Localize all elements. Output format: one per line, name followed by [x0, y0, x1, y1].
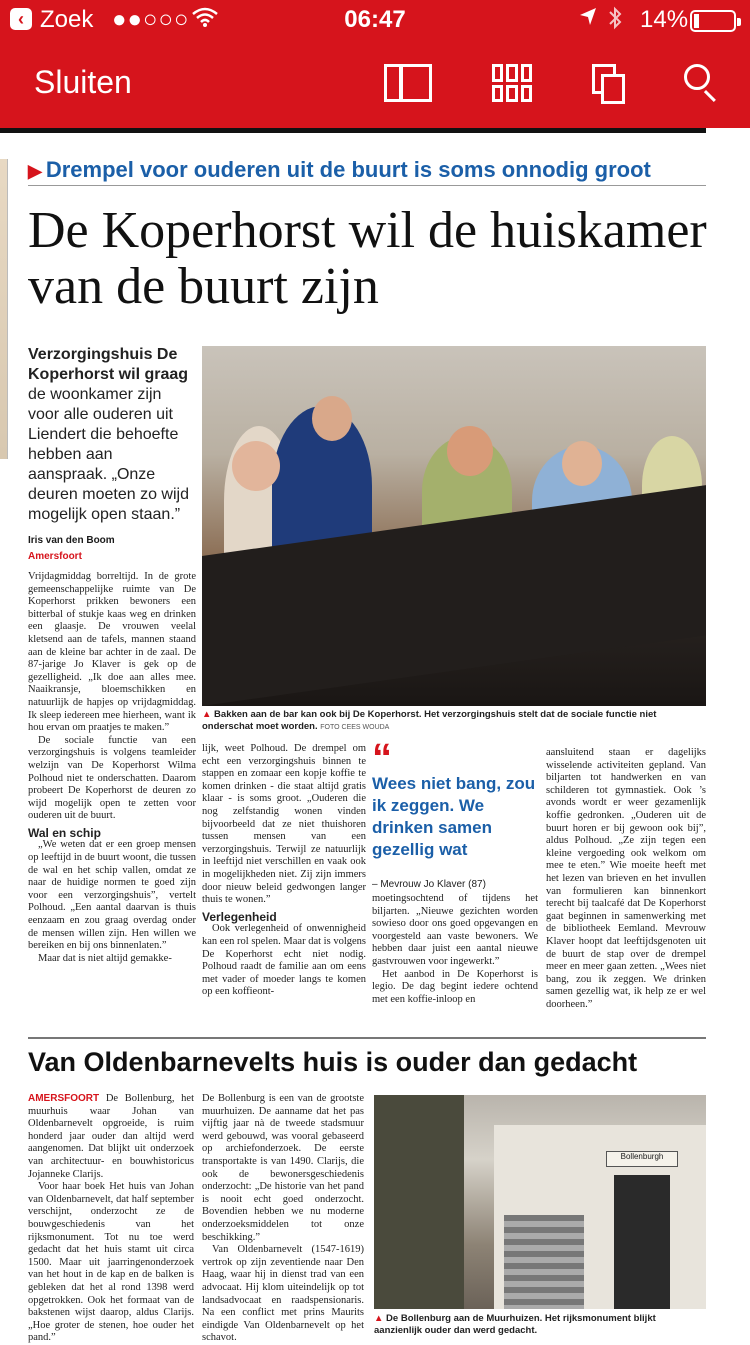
article2-photo [374, 1095, 706, 1309]
paragraph: De Bollenburg is een van de grootste muurhuizen. De aanname dat het pas vijftig jaar nà de tweede stadsmuur werd gebouwd, was vooral gebaseerd op archiefonderzoek. De eerste transportakte is van 1490. Clarijs, die ook de bewonersgeschiedenis onderzocht: „De historie van het pand is nooit echt goed onderzocht. Bovendien hebben we nu moderne onderzoeksmiddelen tot onze beschikking.” [202, 1093, 364, 1243]
newspaper-page[interactable] [0, 133, 750, 1344]
location-arrow-icon [578, 6, 598, 35]
pull-quote [372, 736, 538, 890]
caption-text: De Bollenburg aan de Muurhuizen. Het rijksmonument blijkt aanzienlijk ouder dan werd gedacht. [374, 1313, 656, 1336]
kicker-arrow-icon: ▶ [28, 161, 42, 181]
paragraph-text: De Bollenburg, het muurhuis waar Johan van Oldenbarnevelt opgroeide, is ruim honderd jaar ouder dan altijd werd aangenomen. Dat blijkt uit onderzoek van architectuur- en bouwhistoricus Jojanneke Clarijs. [28, 1093, 194, 1180]
paragraph: De sociale functie van een verzorgingshuis is volgens teamleider welzijn van De Koperhorst Wilma Polhoud niet te onderschatten. Daarom probeert De Koperhorst de deuren zo wijd mogelijk open te zetten voor ouderen uit de buurt. [28, 734, 196, 822]
photo-credit: FOTO CEES WOUDA [320, 724, 390, 731]
quote-text: Wees niet bang, zou ik zeggen. We drinken samen gezellig wat [372, 774, 536, 859]
photo-caption: ▲ Bakken aan de bar kan ook bij De Koperhorst. Het verzorgingshuis stelt dat de sociale functie niet onderschat moet worden. FOTO CEES WOUDA [202, 709, 657, 732]
quote-author: – Mevrouw Jo Klaver (87) [372, 879, 486, 890]
status-bar [0, 0, 750, 40]
paragraph: moetingsochtend of tijdens het biljarten. „Nieuwe gezichten worden sowieso door ons goed opgevangen en voorgesteld aan vaste bewoners. We hebben daar juist een aantal nieuwe gastvrouwen voor ingewerkt.” [372, 893, 538, 967]
dateline: AMERSFOORT [28, 1093, 100, 1104]
article-headline: De Koperhorst wil de huiskamer van de buurt zijn [28, 202, 707, 315]
article-intro [28, 345, 196, 525]
bluetooth-icon [608, 6, 622, 37]
article-column-2 [202, 743, 366, 999]
paragraph: Maar dat is niet altijd gemakke- [38, 952, 172, 964]
signal-strength-icon: ●●○○○ [112, 6, 190, 33]
article2-column-2 [202, 1093, 364, 1345]
paragraph: Van Oldenbarnevelt (1547-1619) vertrok op zijn zeventiende naar Den Haag, waar hij in dienst trad van een advocaat. Hij klom uiteindelijk op tot landsadvocaat en raadspensionaris. Na een conflict met prins Maurits eindigde Van Oldenbarnevelt op het schavot. [202, 1244, 364, 1344]
grid-icon[interactable] [492, 64, 532, 102]
house-sign: Bollenburgh [606, 1151, 678, 1167]
search-icon[interactable] [684, 64, 720, 100]
intro-bold: Verzorgingshuis De Koperhorst wil graag [28, 346, 189, 383]
quote-mark-icon: “ [372, 736, 392, 780]
article-headline-2: Van Oldenbarnevelts huis is ouder dan gedacht [28, 1047, 638, 1077]
paragraph: Het aanbod in De Koperhorst is legio. De dag begint iedere ochtend met een koffie-inloop en [372, 968, 538, 1005]
battery-percentage: 14% [640, 6, 689, 33]
paragraph: Ook verlegenheid of onwennigheid kan een rol spelen. Maar dat is volgens De Koperhorst echt niet nodig. Polhoud raadt de familie aan om eens met vader of moeder langs te komen op een koffieont- [202, 923, 366, 998]
byline: Iris van den Boom [28, 535, 115, 546]
kicker-text: Drempel voor ouderen uit de buurt is soms onnodig groot [45, 157, 651, 182]
article-kicker [28, 157, 651, 183]
app-header [0, 0, 750, 128]
paragraph: aansluitend staan er dagelijks wisselende activiteiten gepland. Van biljarten tot handwerken en van schilderen tot gymnastiek. Ook ’s avonds wordt er weer gezamenlijk koffie gedronken. „Ouderen uit de buurt horen er bij gewoon ook bij”, aldus Polhoud. „Ze zijn tegen een kleine vergoeding ook welkom om mee te eten.” Wie moeite heeft met het lezen van brieven en het invullen van formulieren kan binnenkort terecht bij taalcafé dat De Koperhorst gaat beginnen in samenwerking met de bibliotheek Eemland. Mevrouw Klaver hoopt dat leeftijdsgenoten uit de buurt de stap over de drempel meer en meer gaan zetten. „Wees niet bang, zou ik zeggen. We drinken samen gezellig wat, ik help ze er wel doorheen.” [546, 747, 706, 1010]
article-column-4 [546, 747, 706, 1011]
dateline: Amersfoort [28, 551, 82, 562]
back-arrow-icon[interactable]: ‹ [10, 8, 32, 30]
back-to-app-label[interactable]: Zoek [40, 6, 94, 33]
photo-caption-2: ▲ De Bollenburg aan de Muurhuizen. Het rijksmonument blijkt aanzienlijk ouder dan werd gedacht. [374, 1313, 656, 1336]
single-page-icon[interactable] [384, 64, 432, 102]
divider [28, 185, 706, 186]
clock: 06:47 [344, 6, 406, 33]
subheading: Wal en schip [28, 825, 101, 840]
divider [28, 1037, 706, 1039]
copy-icon[interactable] [592, 64, 626, 104]
article-column-1 [28, 571, 196, 965]
caption-text: Bakken aan de bar kan ook bij De Koperhorst. Het verzorgingshuis stelt dat de sociale functie niet onderschat moet worden. [202, 709, 657, 732]
paragraph [28, 1093, 194, 1181]
reader-toolbar [0, 40, 750, 128]
battery-icon [690, 10, 736, 32]
previous-page-edge [0, 159, 8, 459]
paragraph: lijk, weet Polhoud. De drempel om echt een verzorgingshuis binnen te stappen en zomaar een kopje koffie te komen drinken - die staat altijd gratis klaar - is soms groot. „Ouderen die nog zelfstandig wonen vinden bijvoorbeeld dat ze niet thuishoren tussen mensen van een verzorgingshuis. Terwijl ze natuurlijk in leeftijd niet verschillen en vaak ook in mogelijkheden niet. Zij zijn immers door nieuw beleid gedwongen langer thuis te wonen.” [202, 743, 366, 906]
article-column-3 [372, 893, 538, 1006]
paragraph: Vrijdagmiddag borreltijd. In de grote gemeenschappelijke ruimte van De Koperhorst prikken bewoners een bitterbal of stukje kaas weg en drinken een glaasje. De vrouwen veelal kletsend aan de tafels, mannen staand aan de kleine bar achter in de zaal. De 87-jarige Jo Klaver is gek op de gezelligheid. „Ik doe aan alles mee. Naaikransje, bloemschikken en natuurlijk de hapjes op vrijdagmiddag. Ik sleep iedereen mee hierheen, want ik hou ervan om praatjes te maken.” [28, 571, 196, 734]
paragraph: „We weten dat er een groep mensen op leeftijd in de buurt woont, die tussen de wal en het schip vallen, omdat ze naar de huidige normen te goed zijn voor een verzorgingshuis”, vertelt Polhoud. „Een aantal daarvan is thuis eenzaam en zou graag overdag onder de mensen willen zijn. Hen willen we bereiken en bij ons binnenlaten.” [28, 839, 196, 952]
intro-rest: de woonkamer zijn voor alle ouderen uit Liendert die behoefte hebben aan aanspraak. „Onze deuren moeten zo wijd mogelijk open staan.” [28, 386, 189, 523]
paragraph: Voor haar boek Het huis van Johan van Oldenbarnevelt, dat half september verschijnt, onderzocht ze de bouwgeschiedenis van het rijksmonument. Tot nu toe werd gedacht dat het huis stamt uit circa 1500. Maar uit jaarringenonderzoek van het hout in de kap en de balken is gebleken dat het al rond 1398 werd opgetrokken. Ook het formaat van de bakstenen wijst daarop, aldus Clarijs. „Hoe groter de stenen, hoe ouder het pand.” [28, 1181, 194, 1344]
article-photo [202, 346, 706, 706]
article2-column-1 [28, 1093, 194, 1345]
close-button[interactable]: Sluiten [34, 64, 132, 100]
subheading: Verlegenheid [202, 909, 277, 924]
